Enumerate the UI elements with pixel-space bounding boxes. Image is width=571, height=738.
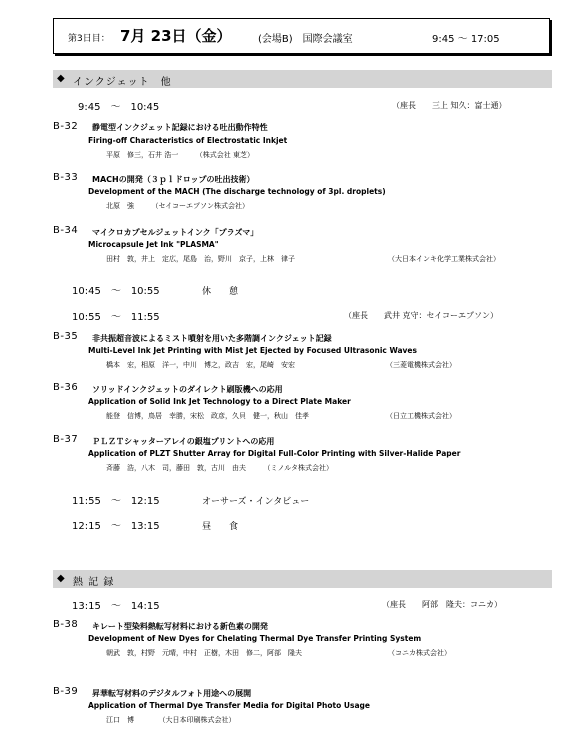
paper-title-jp: MACHの開発（３ｐｌドロップの吐出技術） — [92, 175, 255, 184]
paper-authors: 江口 博 （大日本印刷株式会社） — [106, 716, 236, 724]
day-label: 第3日目： — [68, 34, 110, 44]
lunch-label: 昼 食 — [202, 522, 239, 532]
paper-title-jp: マイクロカプセルジェットインク「プラズマ」 — [92, 228, 259, 237]
paper-authors: 橋本 宏，相原 洋一，中川 博之，政吉 宏，尾崎 安宏 — [106, 361, 295, 369]
break-time: 10:45 ～ 10:55 — [72, 286, 160, 297]
paper-title-en: Development of the MACH (The discharge technology of 3pl. droplets) — [88, 187, 386, 196]
section-bar-inkjet — [53, 70, 552, 88]
paper-authors: 朝武 敦，村野 元晴，中村 正樹，木田 修二，阿部 隆夫 — [106, 649, 302, 657]
room-label: (会場B) 国際会議室 — [258, 34, 353, 45]
paper-code: B-36 — [53, 382, 79, 393]
paper-affiliation: （コニカ株式会社） — [388, 649, 451, 657]
paper-title-en: Microcapsule Jet Ink "PLASMA" — [88, 240, 219, 249]
paper-affiliation: （大日本インキ化学工業株式会社） — [388, 255, 500, 263]
paper-authors: 田村 敦，井上 定広，尾島 治，野川 京子，上林 律子 — [106, 255, 295, 263]
paper-authors: 能登 信博，鳥居 幸勝，宋松 政彦，久貝 健一，秋山 佳孝 — [106, 412, 309, 420]
paper-affiliation: （三菱電機株式会社） — [386, 361, 456, 369]
paper-code: B-35 — [53, 331, 79, 342]
paper-title-en: Multi-Level Ink Jet Printing with Mist Jet Ejected by Focused Ultrasonic Waves — [88, 346, 417, 355]
interview-time: 11:55 ～ 12:15 — [72, 496, 160, 507]
paper-authors: 北原 強 （セイコーエプソン株式会社） — [106, 202, 250, 210]
paper-code: B-38 — [53, 619, 79, 630]
paper-code: B-32 — [53, 121, 79, 132]
paper-affiliation: （日立工機株式会社） — [386, 412, 456, 420]
session-time: 9:45 ～ 10:45 — [78, 102, 160, 113]
schedule-header — [53, 18, 550, 54]
interview-label: オーサーズ・インタビュー — [202, 497, 310, 507]
paper-title-en: Firing-off Characteristics of Electrostatic Inkjet — [88, 136, 288, 145]
session-time: 10:55 ～ 11:55 — [72, 312, 160, 323]
session-chair: （座長 阿部 隆夫：コニカ） — [382, 600, 502, 609]
paper-title-jp: キレート型染料熱転写材料における新色素の開発 — [92, 622, 268, 631]
diamond-icon: ◆ — [57, 73, 65, 84]
diamond-icon: ◆ — [57, 573, 65, 584]
paper-title-jp: 昇華転写材料のデジタルフォト用途への展開 — [92, 689, 252, 698]
paper-code: B-37 — [53, 434, 79, 445]
paper-authors: 平原 修三，石井 浩一 （株式会社 東芝） — [106, 151, 254, 159]
paper-title-jp: ソリッドインクジェットのダイレクト刷版機への応用 — [92, 385, 283, 394]
session-chair: （座長 三上 知久：富士通） — [392, 101, 507, 110]
section-title: 熱 記 録 — [73, 577, 115, 588]
paper-title-en: Application of Solid Ink Jet Technology to a Direct Plate Maker — [88, 397, 351, 406]
paper-title-jp: ＰＬＺＴシャッターアレイの銀塩プリントへの応用 — [92, 437, 275, 446]
paper-title-en: Development of New Dyes for Chelating Thermal Dye Transfer Printing System — [88, 634, 422, 643]
paper-title-jp: 非共振超音波によるミスト噴射を用いた多階調インクジェット記録 — [92, 334, 332, 343]
paper-code: B-39 — [53, 686, 79, 697]
time-range-label: 9:45 ～ 17:05 — [432, 34, 500, 45]
paper-title-en: Application of Thermal Dye Transfer Media for Digital Photo Usage — [88, 701, 370, 710]
session-time: 13:15 ～ 14:15 — [72, 601, 160, 612]
date-label: 7月 23日（金） — [120, 27, 232, 45]
paper-authors: 斉藤 浩，八木 司，藤田 敦，古川 由夫 （ミノルタ株式会社） — [106, 464, 333, 472]
lunch-time: 12:15 ～ 13:15 — [72, 521, 160, 532]
paper-code: B-33 — [53, 172, 79, 183]
paper-title-en: Application of PLZT Shutter Array for Digital Full-Color Printing with Silver-Halide Paper — [88, 449, 461, 458]
section-bar-thermal — [53, 570, 552, 588]
paper-title-jp: 静電型インクジェット記録における吐出動作特性 — [92, 123, 268, 132]
break-label: 休 憩 — [202, 287, 239, 297]
session-chair: （座長 武井 克守：セイコーエプソン） — [344, 311, 498, 320]
paper-code: B-34 — [53, 225, 79, 236]
section-title: インクジェット 他 — [73, 77, 172, 88]
